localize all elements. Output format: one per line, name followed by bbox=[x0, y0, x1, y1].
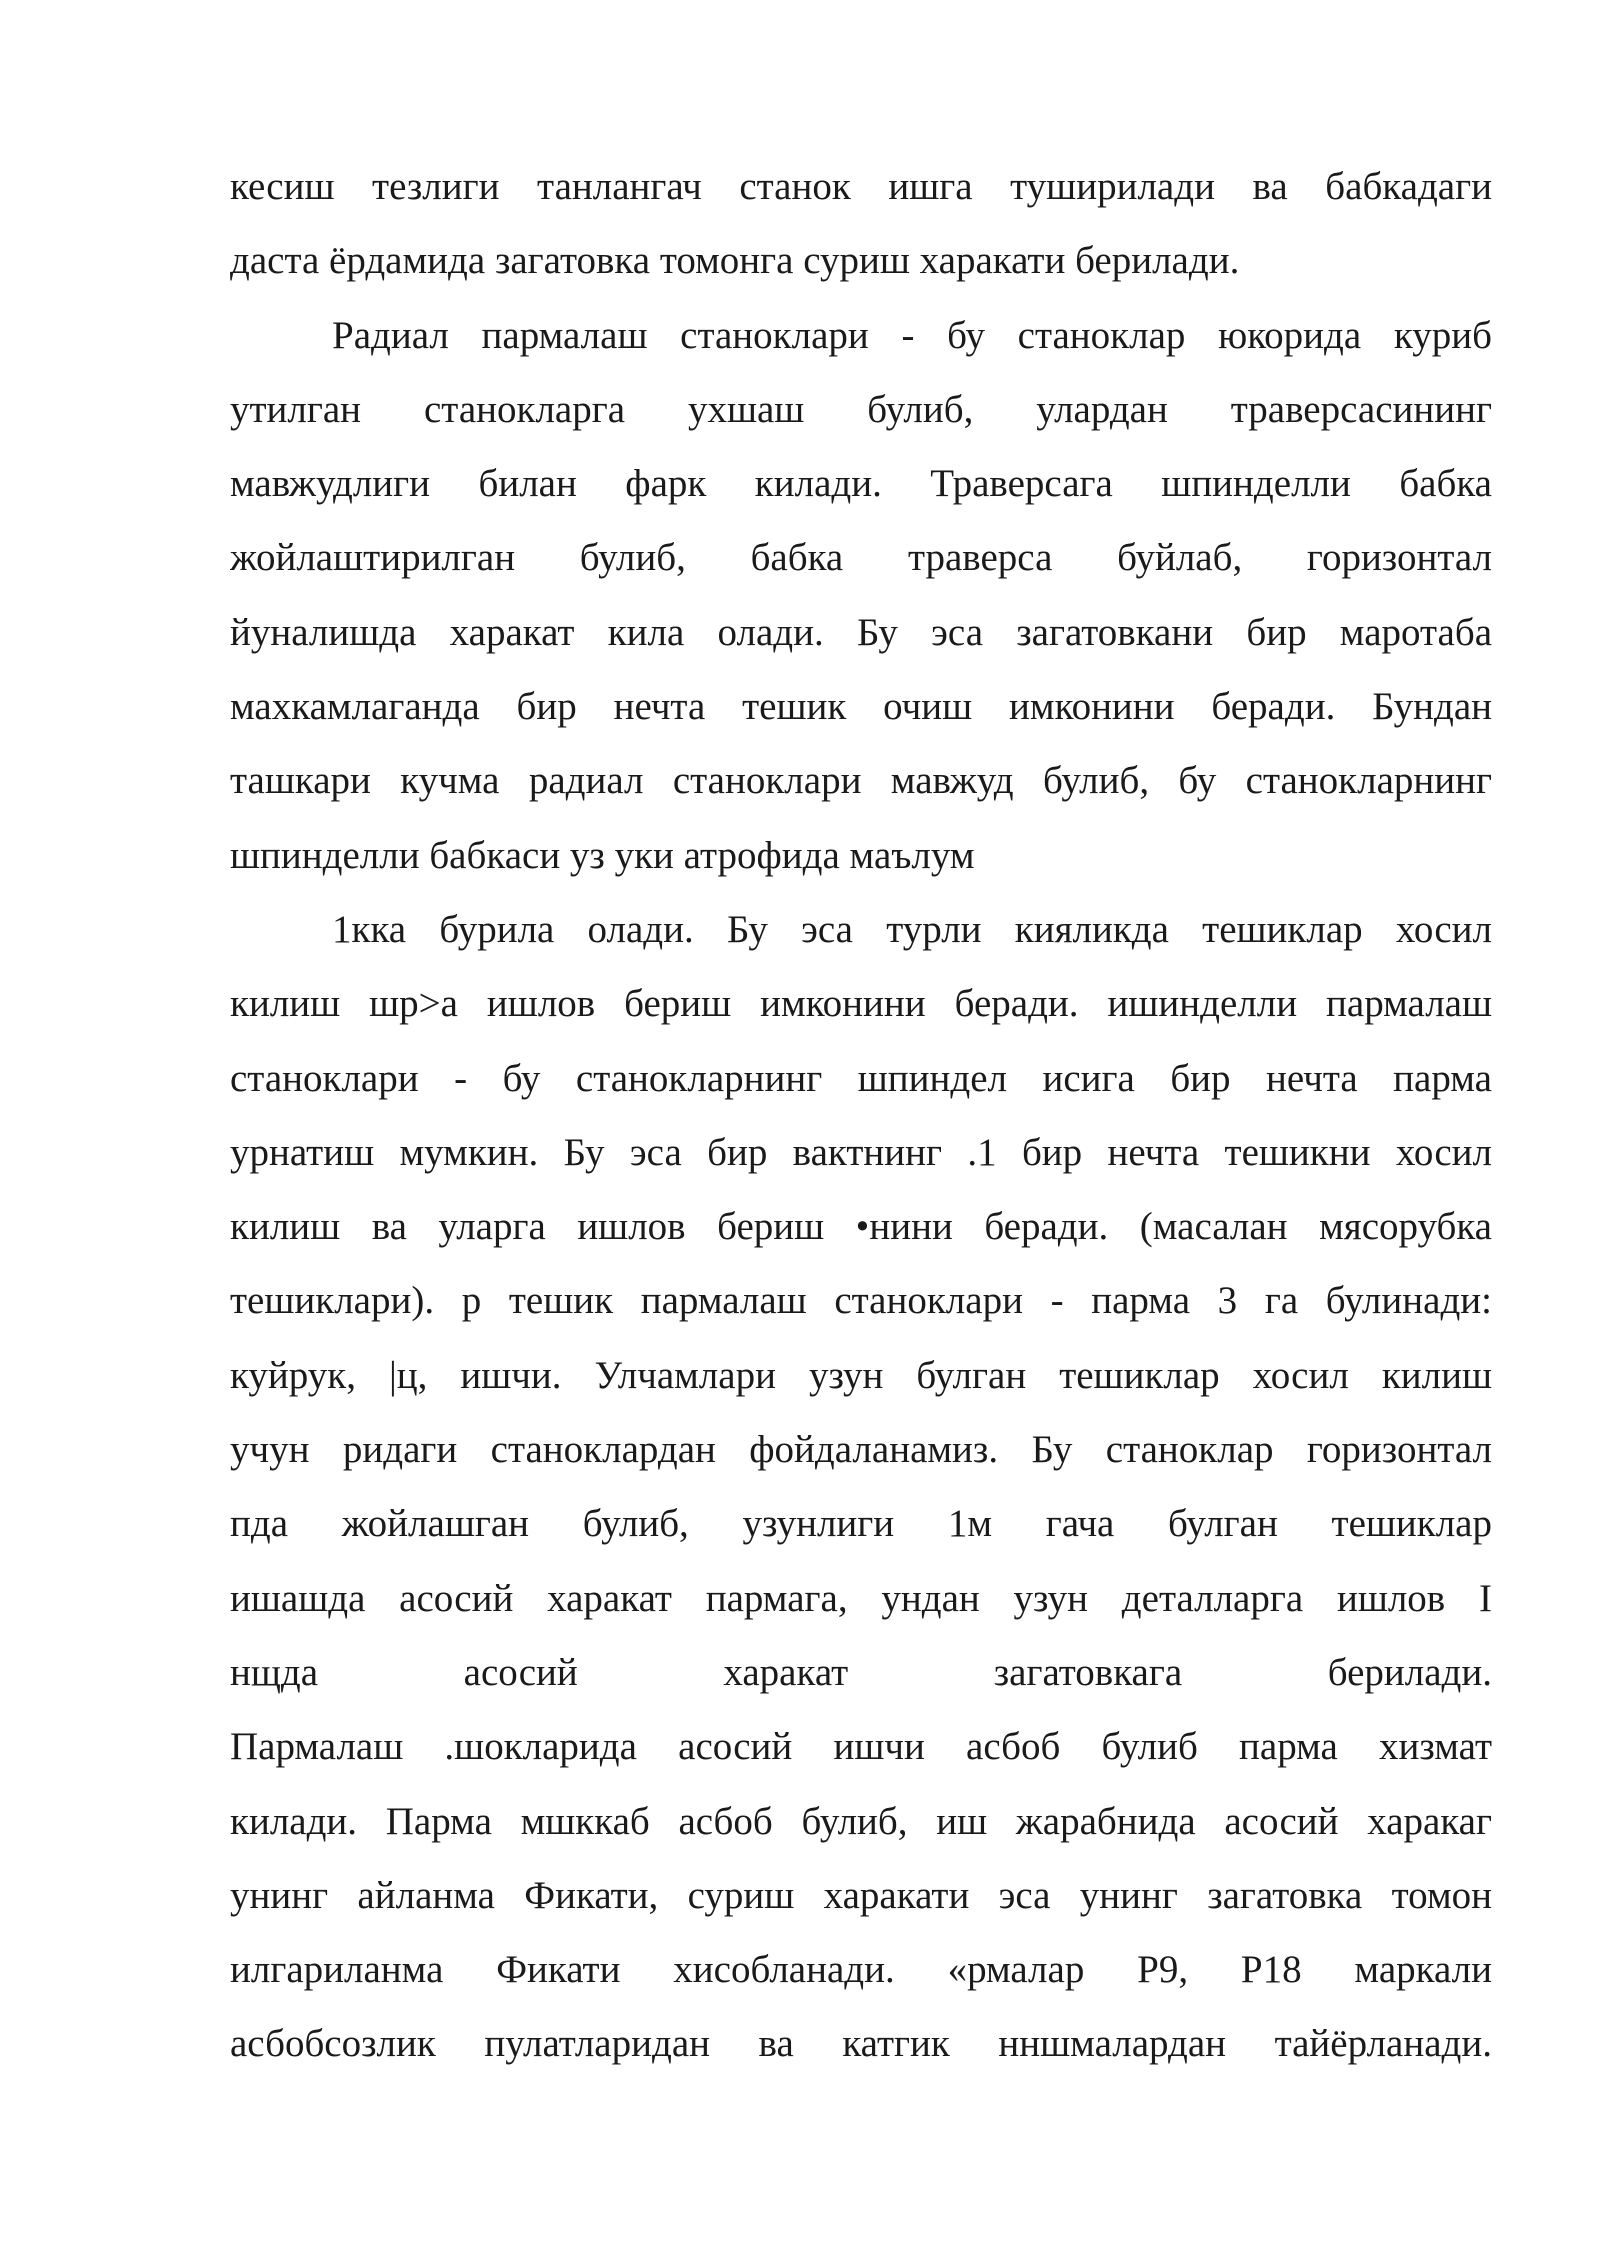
text-line: утилган станокларга ухшаш булиб, улардан траверсасининг bbox=[230, 387, 1492, 431]
text-line: илгариланма Фикати хисобланади. «рмалар Р9, Р18 маркали bbox=[230, 1948, 1492, 1992]
text-line: килиш ва уларга ишлов бериш •нини беради. (масалан мясорубка bbox=[230, 1205, 1492, 1249]
text-line: ташкари кучма радиал станоклари мавжуд булиб, бу станокларнинг bbox=[230, 759, 1492, 803]
body-text bbox=[230, 150, 1492, 2082]
text-line: йуналишда харакат кила олади. Бу эса загатовкани бир маротаба bbox=[230, 610, 1492, 654]
text-line: кесиш тезлиги танлангач станок ишга туширилади ва бабкадаги bbox=[230, 165, 1492, 208]
text-line: махкамлаганда бир нечта тешик очиш имконини беради. Бундан bbox=[230, 685, 1492, 729]
paragraph-start-line: 1кка бурила олади. Бу эса турли кияликда тешиклар хосил bbox=[332, 907, 1492, 951]
text-line: килади. Парма мшккаб асбоб булиб, иш жарабнида асосий харакаг bbox=[230, 1799, 1492, 1843]
text-line: станоклари - бу станокларнинг шпиндел исига бир нечта парма bbox=[230, 1056, 1492, 1100]
text-line: ишашда асосий харакат пармага, ундан узун деталларга ишлов I bbox=[230, 1576, 1492, 1620]
text-line: шпинделли бабкаси уз уки атрофида маълум bbox=[230, 833, 975, 877]
text-line: учун ридаги станоклардан фойдаланамиз. Бу станоклар горизонтал bbox=[230, 1428, 1492, 1472]
text-line: нщда асосий харакат загатовкага берилади. bbox=[230, 1650, 1492, 1694]
text-line: жойлаштирилган булиб, бабка траверса буйлаб, горизонтал bbox=[230, 536, 1492, 580]
text-line: даста ёрдамида загатовка томонга суриш харакати берилади. bbox=[230, 239, 1240, 283]
text-line: унинг айланма Фикати, суриш харакати эса унинг загатовка томон bbox=[230, 1873, 1492, 1917]
text-line: пда жойлашган булиб, узунлиги 1м гача булган тешиклар bbox=[230, 1502, 1492, 1546]
text-line: мавжудлиги билан фарк килади. Траверсага шпинделли бабка bbox=[230, 462, 1492, 506]
text-line: куйрук, |ц, ишчи. Улчамлари узун булган тешиклар хосил килиш bbox=[230, 1353, 1492, 1397]
text-line: тешиклари). р тешик пармалаш станоклари - парма 3 га булинади: bbox=[230, 1279, 1492, 1323]
text-line: килиш шр>а ишлов бериш имконини беради. ишинделли пармалаш bbox=[230, 982, 1492, 1026]
text-line: Пармалаш .шокларида асосий ишчи асбоб булиб парма хизмат bbox=[230, 1725, 1492, 1769]
text-line: асбобсозлик пулатларидан ва катгик нншмалардан тайёрланади. bbox=[230, 2022, 1492, 2066]
paragraph-start-line: Радиал пармалаш станоклари - бу станоклар юкорида куриб bbox=[332, 313, 1492, 357]
text-line: урнатиш мумкин. Бу эса бир вактнинг .1 бир нечта тешикни хосил bbox=[230, 1130, 1492, 1174]
